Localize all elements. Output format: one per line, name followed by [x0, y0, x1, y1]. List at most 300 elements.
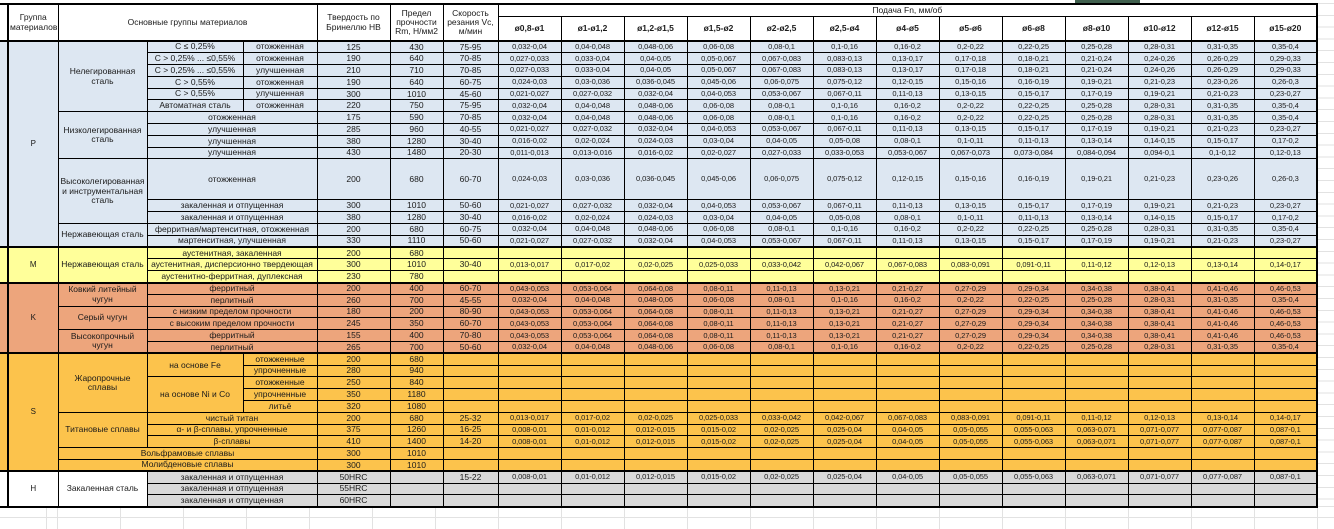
feed-cell[interactable]: [1065, 271, 1128, 283]
vc-cell[interactable]: 14-20: [443, 436, 498, 448]
feed-cell[interactable]: 0,28-0,31: [1128, 342, 1191, 354]
rm-cell[interactable]: 840: [390, 377, 443, 389]
feed-cell[interactable]: 0,17-0,19: [1065, 200, 1128, 212]
state-cell[interactable]: ферритный: [147, 283, 317, 295]
feed-cell[interactable]: 0,1-0,11: [939, 135, 1002, 147]
feed-cell[interactable]: 0,17-0,19: [1065, 124, 1128, 136]
feed-cell[interactable]: 0,35-0,4: [1254, 294, 1317, 306]
feed-cell[interactable]: [876, 271, 939, 283]
feed-cell[interactable]: 0,24-0,26: [1128, 65, 1191, 77]
feed-cell[interactable]: [939, 353, 1002, 365]
feed-cell[interactable]: 0,14-0,17: [1254, 259, 1317, 271]
diameter-header[interactable]: ø6-ø8: [1002, 16, 1065, 41]
vc-cell[interactable]: 30-40: [443, 212, 498, 224]
feed-cell[interactable]: 0,31-0,35: [1191, 224, 1254, 236]
feed-cell[interactable]: 0,21-0,23: [1128, 159, 1191, 200]
state-cell[interactable]: аустенитно-ферритная, дуплексная: [147, 271, 317, 283]
feed-cell[interactable]: 0,025-0,033: [687, 259, 750, 271]
feed-cell[interactable]: 0,24-0,26: [1128, 53, 1191, 65]
feed-cell[interactable]: 0,008-0,01: [498, 471, 561, 483]
feed-cell[interactable]: 0,015-0,02: [687, 424, 750, 436]
feed-cell[interactable]: 0,091-0,11: [1002, 412, 1065, 424]
rm-cell[interactable]: 400: [390, 330, 443, 342]
family-cell[interactable]: Закаленная сталь: [58, 471, 147, 506]
feed-cell[interactable]: 0,048-0,06: [624, 100, 687, 112]
feed-cell[interactable]: 0,033-0,042: [750, 412, 813, 424]
feed-cell[interactable]: [687, 365, 750, 377]
composition-cell[interactable]: C > 0,25% ... ≤0,55%: [147, 65, 243, 77]
feed-cell[interactable]: [687, 495, 750, 507]
left-crop-sliver-cell[interactable]: [0, 471, 8, 506]
vc-cell[interactable]: [443, 365, 498, 377]
vc-cell[interactable]: 70-85: [443, 53, 498, 65]
rm-cell[interactable]: [390, 495, 443, 507]
vc-cell[interactable]: [443, 495, 498, 507]
family-cell[interactable]: Ковкий литейный чугун: [58, 283, 147, 307]
feed-cell[interactable]: 0,34-0,38: [1065, 306, 1128, 318]
state-cell[interactable]: упрочненные: [243, 389, 317, 401]
feed-cell[interactable]: [1002, 495, 1065, 507]
feed-cell[interactable]: 0,032-0,04: [498, 41, 561, 53]
feed-cell[interactable]: 0,35-0,4: [1254, 41, 1317, 53]
group-letter-cell[interactable]: S: [8, 353, 58, 471]
feed-cell[interactable]: 0,46-0,53: [1254, 318, 1317, 330]
feed-cell[interactable]: [1002, 271, 1065, 283]
feed-cell[interactable]: [939, 448, 1002, 460]
rm-cell[interactable]: 640: [390, 76, 443, 88]
feed-cell[interactable]: [1002, 483, 1065, 495]
feed-cell[interactable]: 0,08-0,1: [750, 112, 813, 124]
feed-cell[interactable]: 0,1-0,16: [813, 41, 876, 53]
feed-cell[interactable]: 0,067-0,11: [813, 124, 876, 136]
feed-cell[interactable]: 0,1-0,16: [813, 100, 876, 112]
feed-cell[interactable]: 0,22-0,25: [1002, 224, 1065, 236]
feed-cell[interactable]: 0,19-0,21: [1128, 124, 1191, 136]
feed-cell[interactable]: 0,067-0,11: [813, 200, 876, 212]
feed-cell[interactable]: 0,25-0,28: [1065, 342, 1128, 354]
feed-cell[interactable]: 0,06-0,08: [687, 342, 750, 354]
feed-cell[interactable]: 0,22-0,25: [1002, 294, 1065, 306]
feed-cell[interactable]: [876, 401, 939, 413]
feed-cell[interactable]: [813, 377, 876, 389]
feed-cell[interactable]: 0,04-0,048: [561, 224, 624, 236]
header-hardness[interactable]: Твердость по Бринеллю HB: [317, 4, 390, 41]
feed-cell[interactable]: 0,087-0,1: [1254, 436, 1317, 448]
feed-cell[interactable]: [750, 389, 813, 401]
feed-cell[interactable]: 0,08-0,11: [687, 318, 750, 330]
feed-cell[interactable]: [1191, 483, 1254, 495]
state-cell[interactable]: улучшенная: [147, 147, 317, 159]
vc-cell[interactable]: 50-60: [443, 200, 498, 212]
vc-cell[interactable]: 60-70: [443, 283, 498, 295]
feed-cell[interactable]: [1128, 483, 1191, 495]
feed-cell[interactable]: 0,015-0,02: [687, 471, 750, 483]
vc-cell[interactable]: [443, 401, 498, 413]
feed-cell[interactable]: 0,02-0,025: [750, 471, 813, 483]
feed-cell[interactable]: 0,21-0,23: [1191, 124, 1254, 136]
feed-cell[interactable]: 0,043-0,053: [498, 318, 561, 330]
feed-cell[interactable]: 0,11-0,12: [1065, 412, 1128, 424]
vc-cell[interactable]: [443, 271, 498, 283]
rm-cell[interactable]: 1480: [390, 147, 443, 159]
base-cell[interactable]: на основе Ni и Со: [147, 377, 243, 412]
feed-cell[interactable]: 0,071-0,077: [1128, 424, 1191, 436]
diameter-header[interactable]: ø0,8-ø1: [498, 16, 561, 41]
state-cell[interactable]: α- и β-сплавы, упрочненные: [147, 424, 317, 436]
feed-cell[interactable]: [876, 377, 939, 389]
vc-cell[interactable]: 80-90: [443, 306, 498, 318]
feed-cell[interactable]: 0,22-0,25: [1002, 41, 1065, 53]
state-cell[interactable]: литьё: [243, 401, 317, 413]
vc-cell[interactable]: 75-95: [443, 100, 498, 112]
state-cell[interactable]: улучшенная: [147, 124, 317, 136]
feed-cell[interactable]: [687, 353, 750, 365]
feed-cell[interactable]: 0,04-0,05: [624, 65, 687, 77]
rm-cell[interactable]: 350: [390, 318, 443, 330]
state-cell[interactable]: закаленная и отпущенная: [147, 471, 317, 483]
rm-cell[interactable]: 960: [390, 124, 443, 136]
diameter-header[interactable]: ø15-ø20: [1254, 16, 1317, 41]
composition-cell[interactable]: C > 0,55%: [147, 76, 243, 88]
feed-cell[interactable]: 0,008-0,01: [498, 424, 561, 436]
feed-cell[interactable]: [1065, 377, 1128, 389]
feed-cell[interactable]: 0,16-0,19: [1002, 76, 1065, 88]
feed-cell[interactable]: 0,15-0,16: [939, 159, 1002, 200]
feed-cell[interactable]: 0,032-0,04: [624, 124, 687, 136]
feed-cell[interactable]: [561, 401, 624, 413]
feed-cell[interactable]: 0,043-0,053: [498, 283, 561, 295]
feed-cell[interactable]: 0,2-0,22: [939, 100, 1002, 112]
hb-cell[interactable]: 200: [317, 224, 390, 236]
feed-cell[interactable]: 0,02-0,025: [750, 436, 813, 448]
hb-cell[interactable]: 300: [317, 460, 390, 472]
feed-cell[interactable]: 0,067-0,083: [876, 259, 939, 271]
state-cell[interactable]: отожженная: [147, 112, 317, 124]
rm-cell[interactable]: 590: [390, 112, 443, 124]
feed-cell[interactable]: 0,1-0,16: [813, 294, 876, 306]
feed-cell[interactable]: 0,27-0,29: [939, 330, 1002, 342]
hb-cell[interactable]: 200: [317, 412, 390, 424]
state-cell[interactable]: закаленная и отпущенная: [147, 483, 317, 495]
feed-cell[interactable]: 0,29-0,34: [1002, 318, 1065, 330]
feed-cell[interactable]: [876, 483, 939, 495]
feed-cell[interactable]: 0,021-0,027: [498, 88, 561, 100]
feed-cell[interactable]: 0,036-0,045: [624, 159, 687, 200]
hb-cell[interactable]: 190: [317, 76, 390, 88]
feed-cell[interactable]: 0,077-0,087: [1191, 471, 1254, 483]
feed-cell[interactable]: 0,024-0,03: [498, 159, 561, 200]
feed-cell[interactable]: [687, 460, 750, 472]
feed-cell[interactable]: [1002, 460, 1065, 472]
feed-cell[interactable]: [1254, 377, 1317, 389]
hb-cell[interactable]: 155: [317, 330, 390, 342]
feed-cell[interactable]: 0,067-0,073: [939, 147, 1002, 159]
composition-cell[interactable]: C ≤ 0,25%: [147, 41, 243, 53]
feed-cell[interactable]: 0,12-0,13: [1254, 147, 1317, 159]
vc-cell[interactable]: 30-40: [443, 259, 498, 271]
feed-cell[interactable]: 0,012-0,015: [624, 424, 687, 436]
rm-cell[interactable]: [390, 483, 443, 495]
feed-cell[interactable]: 0,28-0,31: [1128, 100, 1191, 112]
hb-cell[interactable]: 180: [317, 306, 390, 318]
feed-cell[interactable]: 0,016-0,02: [498, 135, 561, 147]
feed-cell[interactable]: 0,048-0,06: [624, 112, 687, 124]
feed-cell[interactable]: 0,04-0,048: [561, 100, 624, 112]
feed-cell[interactable]: [750, 247, 813, 259]
state-cell[interactable]: закаленная и отпущенная: [147, 495, 317, 507]
feed-cell[interactable]: 0,032-0,04: [624, 235, 687, 247]
feed-cell[interactable]: 0,1-0,16: [813, 342, 876, 354]
feed-cell[interactable]: 0,15-0,17: [1002, 235, 1065, 247]
hb-cell[interactable]: 380: [317, 135, 390, 147]
feed-cell[interactable]: 0,05-0,055: [939, 424, 1002, 436]
composition-cell[interactable]: C > 0,55%: [147, 88, 243, 100]
hb-cell[interactable]: 60HRC: [317, 495, 390, 507]
feed-cell[interactable]: [750, 495, 813, 507]
vc-cell[interactable]: [443, 247, 498, 259]
feed-cell[interactable]: 0,17-0,2: [1254, 212, 1317, 224]
feed-cell[interactable]: 0,29-0,33: [1254, 65, 1317, 77]
vc-cell[interactable]: 60-75: [443, 224, 498, 236]
feed-cell[interactable]: [687, 271, 750, 283]
hb-cell[interactable]: 210: [317, 65, 390, 77]
feed-cell[interactable]: 0,29-0,33: [1254, 53, 1317, 65]
rm-cell[interactable]: [390, 471, 443, 483]
vc-cell[interactable]: 50-60: [443, 235, 498, 247]
feed-cell[interactable]: 0,064-0,08: [624, 306, 687, 318]
feed-cell[interactable]: 0,032-0,04: [624, 88, 687, 100]
feed-cell[interactable]: [750, 365, 813, 377]
feed-cell[interactable]: 0,11-0,13: [876, 88, 939, 100]
feed-cell[interactable]: [624, 483, 687, 495]
rm-cell[interactable]: 710: [390, 65, 443, 77]
feed-cell[interactable]: [1065, 365, 1128, 377]
feed-cell[interactable]: [1002, 377, 1065, 389]
feed-cell[interactable]: 0,04-0,048: [561, 112, 624, 124]
feed-cell[interactable]: 0,25-0,28: [1065, 294, 1128, 306]
feed-cell[interactable]: [1002, 448, 1065, 460]
hb-cell[interactable]: 320: [317, 401, 390, 413]
feed-cell[interactable]: [1065, 389, 1128, 401]
diameter-header[interactable]: ø5-ø6: [939, 16, 1002, 41]
feed-cell[interactable]: 0,043-0,053: [498, 306, 561, 318]
state-cell[interactable]: аустенитная, дисперсионно твердеющая: [147, 259, 317, 271]
hb-cell[interactable]: 375: [317, 424, 390, 436]
state-cell[interactable]: ферритный: [147, 330, 317, 342]
feed-cell[interactable]: 0,06-0,075: [750, 76, 813, 88]
feed-cell[interactable]: 0,1-0,11: [939, 212, 1002, 224]
feed-cell[interactable]: 0,033-0,04: [561, 53, 624, 65]
feed-cell[interactable]: 0,021-0,027: [498, 200, 561, 212]
hb-cell[interactable]: 230: [317, 271, 390, 283]
family-cell[interactable]: Молибденовые сплавы: [58, 460, 317, 472]
hb-cell[interactable]: 200: [317, 353, 390, 365]
feed-cell[interactable]: 0,053-0,067: [750, 124, 813, 136]
feed-cell[interactable]: 0,27-0,29: [939, 306, 1002, 318]
hb-cell[interactable]: 285: [317, 124, 390, 136]
feed-cell[interactable]: 0,027-0,032: [561, 200, 624, 212]
feed-cell[interactable]: [813, 365, 876, 377]
feed-cell[interactable]: 0,13-0,14: [1065, 212, 1128, 224]
feed-cell[interactable]: 0,35-0,4: [1254, 112, 1317, 124]
state-cell[interactable]: отожженная: [243, 41, 317, 53]
feed-cell[interactable]: [813, 401, 876, 413]
feed-cell[interactable]: [687, 389, 750, 401]
feed-cell[interactable]: [813, 389, 876, 401]
feed-cell[interactable]: [1191, 448, 1254, 460]
header-main-groups[interactable]: Основные группы материалов: [58, 4, 317, 41]
feed-cell[interactable]: [624, 247, 687, 259]
feed-cell[interactable]: 0,032-0,04: [498, 224, 561, 236]
composition-cell[interactable]: C > 0,25% ... ≤0,55%: [147, 53, 243, 65]
feed-cell[interactable]: 0,13-0,15: [939, 124, 1002, 136]
feed-cell[interactable]: 0,01-0,012: [561, 436, 624, 448]
feed-cell[interactable]: 0,14-0,17: [1254, 412, 1317, 424]
feed-cell[interactable]: 0,16-0,2: [876, 41, 939, 53]
feed-cell[interactable]: 0,063-0,071: [1065, 471, 1128, 483]
feed-cell[interactable]: 0,06-0,08: [687, 224, 750, 236]
feed-cell[interactable]: [498, 448, 561, 460]
vc-cell[interactable]: 70-85: [443, 112, 498, 124]
feed-cell[interactable]: [624, 448, 687, 460]
feed-cell[interactable]: [561, 377, 624, 389]
feed-cell[interactable]: [750, 460, 813, 472]
feed-cell[interactable]: [561, 271, 624, 283]
feed-cell[interactable]: 0,13-0,21: [813, 318, 876, 330]
feed-cell[interactable]: 0,048-0,06: [624, 294, 687, 306]
feed-cell[interactable]: 0,2-0,22: [939, 224, 1002, 236]
feed-cell[interactable]: 0,31-0,35: [1191, 100, 1254, 112]
feed-cell[interactable]: 0,31-0,35: [1191, 112, 1254, 124]
feed-cell[interactable]: [1128, 401, 1191, 413]
feed-cell[interactable]: 0,35-0,4: [1254, 100, 1317, 112]
feed-cell[interactable]: [1065, 460, 1128, 472]
hb-cell[interactable]: 55HRC: [317, 483, 390, 495]
feed-cell[interactable]: 0,02-0,025: [750, 424, 813, 436]
feed-cell[interactable]: 0,13-0,14: [1191, 259, 1254, 271]
feed-cell[interactable]: 0,13-0,21: [813, 306, 876, 318]
feed-cell[interactable]: 0,38-0,41: [1128, 306, 1191, 318]
feed-cell[interactable]: 0,21-0,23: [1191, 88, 1254, 100]
feed-cell[interactable]: 0,25-0,28: [1065, 224, 1128, 236]
feed-cell[interactable]: 0,033-0,053: [813, 147, 876, 159]
feed-cell[interactable]: 0,1-0,12: [1191, 147, 1254, 159]
feed-cell[interactable]: 0,077-0,087: [1191, 436, 1254, 448]
feed-cell[interactable]: 0,012-0,015: [624, 471, 687, 483]
vc-cell[interactable]: 45-60: [443, 88, 498, 100]
feed-cell[interactable]: 0,25-0,28: [1065, 112, 1128, 124]
feed-cell[interactable]: [561, 353, 624, 365]
hb-cell[interactable]: 175: [317, 112, 390, 124]
feed-cell[interactable]: 0,024-0,03: [624, 135, 687, 147]
feed-cell[interactable]: [939, 365, 1002, 377]
feed-cell[interactable]: 0,02-0,024: [561, 212, 624, 224]
state-cell[interactable]: мартенситная, улучшенная: [147, 235, 317, 247]
feed-cell[interactable]: 0,2-0,22: [939, 41, 1002, 53]
feed-cell[interactable]: 0,13-0,14: [1191, 412, 1254, 424]
vc-cell[interactable]: 16-25: [443, 424, 498, 436]
header-feed[interactable]: Подача Fn, мм/об: [498, 4, 1317, 16]
feed-cell[interactable]: 0,41-0,46: [1191, 318, 1254, 330]
feed-cell[interactable]: 0,41-0,46: [1191, 330, 1254, 342]
feed-cell[interactable]: 0,17-0,19: [1065, 88, 1128, 100]
feed-cell[interactable]: [1254, 271, 1317, 283]
feed-cell[interactable]: 0,053-0,067: [750, 235, 813, 247]
feed-cell[interactable]: 0,11-0,13: [876, 124, 939, 136]
feed-cell[interactable]: 0,21-0,27: [876, 318, 939, 330]
feed-cell[interactable]: 0,013-0,016: [561, 147, 624, 159]
hb-cell[interactable]: 380: [317, 212, 390, 224]
feed-cell[interactable]: 0,027-0,033: [750, 147, 813, 159]
feed-cell[interactable]: [1065, 495, 1128, 507]
feed-cell[interactable]: 0,027-0,033: [498, 53, 561, 65]
feed-cell[interactable]: 0,013-0,017: [498, 259, 561, 271]
feed-cell[interactable]: [1254, 353, 1317, 365]
state-cell[interactable]: закаленная и отпущенная: [147, 200, 317, 212]
feed-cell[interactable]: 0,28-0,31: [1128, 294, 1191, 306]
feed-cell[interactable]: [561, 460, 624, 472]
feed-cell[interactable]: 0,08-0,11: [687, 306, 750, 318]
feed-cell[interactable]: 0,055-0,063: [1002, 436, 1065, 448]
diameter-header[interactable]: ø1,2-ø1,5: [624, 16, 687, 41]
feed-cell[interactable]: 0,2-0,22: [939, 112, 1002, 124]
feed-cell[interactable]: 0,04-0,048: [561, 41, 624, 53]
feed-cell[interactable]: [1128, 389, 1191, 401]
feed-cell[interactable]: 0,13-0,15: [939, 235, 1002, 247]
rm-cell[interactable]: 680: [390, 412, 443, 424]
feed-cell[interactable]: [1191, 247, 1254, 259]
feed-cell[interactable]: 0,04-0,05: [876, 471, 939, 483]
feed-cell[interactable]: 0,41-0,46: [1191, 306, 1254, 318]
feed-cell[interactable]: 0,027-0,032: [561, 235, 624, 247]
feed-cell[interactable]: [498, 271, 561, 283]
feed-cell[interactable]: 0,04-0,05: [750, 135, 813, 147]
feed-cell[interactable]: 0,27-0,29: [939, 283, 1002, 295]
feed-cell[interactable]: [1002, 353, 1065, 365]
feed-cell[interactable]: 0,012-0,015: [624, 436, 687, 448]
hb-cell[interactable]: 190: [317, 53, 390, 65]
feed-cell[interactable]: 0,08-0,1: [750, 294, 813, 306]
hb-cell[interactable]: 350: [317, 389, 390, 401]
state-cell[interactable]: упрочненные: [243, 365, 317, 377]
feed-cell[interactable]: 0,34-0,38: [1065, 330, 1128, 342]
feed-cell[interactable]: [876, 365, 939, 377]
feed-cell[interactable]: [939, 460, 1002, 472]
feed-cell[interactable]: 0,23-0,27: [1254, 200, 1317, 212]
state-cell[interactable]: отожженная: [243, 100, 317, 112]
feed-cell[interactable]: 0,025-0,04: [813, 436, 876, 448]
feed-cell[interactable]: [1128, 448, 1191, 460]
feed-cell[interactable]: 0,015-0,02: [687, 436, 750, 448]
feed-cell[interactable]: 0,04-0,053: [687, 235, 750, 247]
feed-cell[interactable]: 0,15-0,17: [1002, 124, 1065, 136]
feed-cell[interactable]: 0,025-0,033: [687, 412, 750, 424]
rm-cell[interactable]: 1010: [390, 460, 443, 472]
feed-cell[interactable]: 0,027-0,033: [498, 65, 561, 77]
feed-cell[interactable]: 0,02-0,024: [561, 135, 624, 147]
feed-cell[interactable]: 0,03-0,04: [687, 135, 750, 147]
feed-cell[interactable]: 0,083-0,13: [813, 53, 876, 65]
feed-cell[interactable]: [813, 448, 876, 460]
feed-cell[interactable]: 0,048-0,06: [624, 41, 687, 53]
feed-cell[interactable]: 0,46-0,53: [1254, 283, 1317, 295]
feed-cell[interactable]: 0,14-0,15: [1128, 212, 1191, 224]
feed-cell[interactable]: 0,28-0,31: [1128, 41, 1191, 53]
feed-cell[interactable]: 0,05-0,067: [687, 65, 750, 77]
feed-cell[interactable]: 0,22-0,25: [1002, 112, 1065, 124]
feed-cell[interactable]: 0,045-0,06: [687, 159, 750, 200]
feed-cell[interactable]: [498, 401, 561, 413]
